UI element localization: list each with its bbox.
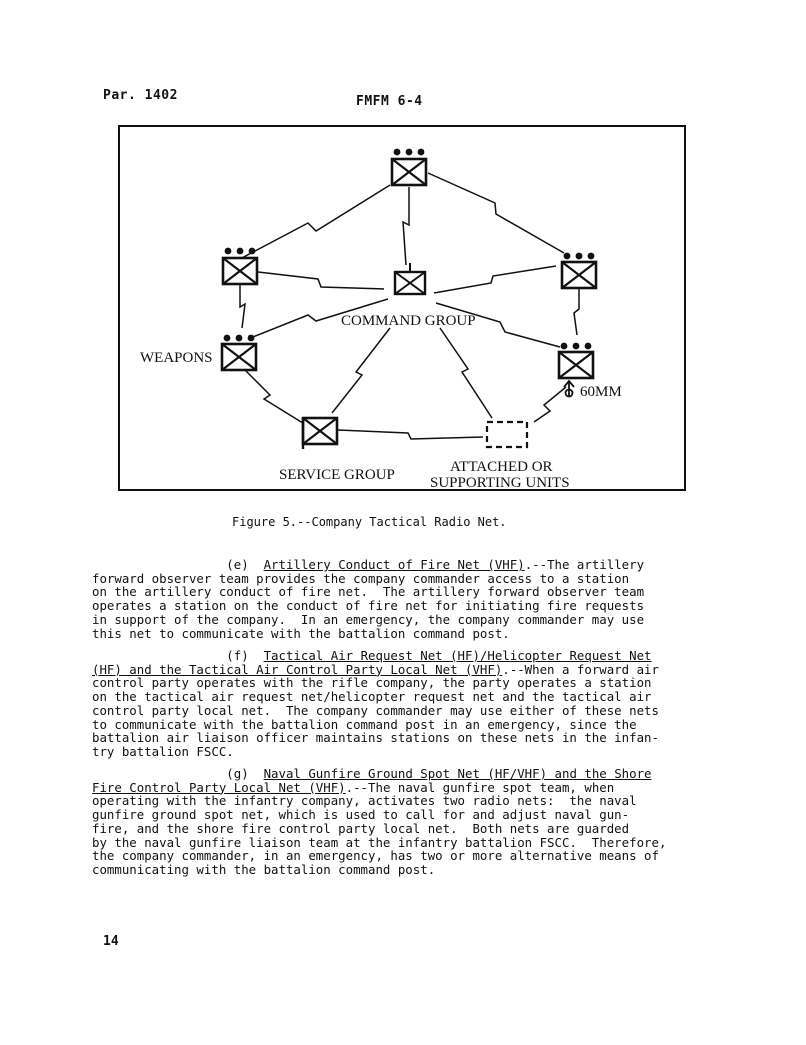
sixty-mm-symbol	[559, 352, 593, 378]
paragraph-g-line: operating with the infantry company, activates two radio nets: the naval	[92, 793, 637, 809]
paragraph-g-line: gunfire ground spot net, which is used to call for and adjust naval gun-	[92, 807, 630, 823]
manual-identifier: FMFM 6-4	[356, 94, 423, 109]
link-left-command	[258, 272, 384, 289]
paragraph-g-heading	[92, 767, 684, 781]
right-platoon-symbol	[562, 262, 596, 288]
paragraph-f-line: control party operates with the rifle company, the party operates a station	[92, 675, 652, 691]
paragraph-g-second-tail: .--The naval gunfire spot team, when	[345, 779, 615, 795]
paragraph-f-line: battalion air liaison officer maintains stations on these nets in the infan-	[92, 730, 659, 746]
attached-units-symbol	[487, 422, 527, 447]
paragraph-e-line: operates a station on the conduct of fire net for initiating fire requests	[92, 598, 645, 614]
paragraph-e-line: on the artillery conduct of fire net. The artillery forward observer team	[92, 584, 645, 600]
link-attached-60mm	[534, 387, 566, 422]
paragraph-f-line: control party local net. The company commander may use either of these nets	[92, 702, 659, 718]
weapons-symbol	[222, 344, 256, 370]
paragraph-e-title: Artillery Conduct of Fire Net (VHF)	[263, 557, 525, 572]
paragraph-g-heading-2	[92, 781, 684, 795]
radio-net-diagram	[118, 125, 686, 491]
link-weapons-service	[246, 371, 306, 425]
paragraph-g-line: by the naval gunfire liaison team at the infantry battalion FSCC. Therefore,	[92, 834, 667, 850]
left-platoon-dots	[225, 248, 256, 255]
paragraph-g-title-1: Naval Gunfire Ground Spot Net (HF/VHF) and the Shore	[263, 766, 652, 781]
paragraph-e-marker: (e)	[226, 557, 249, 572]
paragraph-f-heading-2	[92, 663, 684, 677]
sixty-mm-label: 60MM	[580, 384, 622, 400]
paragraph-e-line: this net to communicate with the battalion command post.	[92, 625, 510, 641]
left-platoon-symbol	[223, 258, 257, 284]
weapons-label: WEAPONS	[140, 350, 213, 366]
page-number: 14	[103, 934, 119, 949]
paragraph-f	[92, 649, 684, 759]
link-top-command	[403, 187, 409, 265]
paragraph-g	[92, 767, 684, 877]
attached-label-line1: ATTACHED OR	[450, 459, 553, 475]
link-top-left	[238, 185, 390, 260]
figure-caption: Figure 5.--Company Tactical Radio Net.	[232, 515, 507, 529]
radio-links	[238, 173, 579, 439]
command-group-label: COMMAND GROUP	[341, 313, 476, 329]
paragraph-f-marker: (f)	[226, 648, 249, 663]
paragraph-g-line: fire, and the shore fire control party local net. Both nets are guarded	[92, 820, 630, 836]
radio-net-figure	[118, 125, 686, 491]
paragraph-e-first-tail: .--The artillery	[524, 557, 645, 572]
company-echelon-dots	[394, 149, 425, 156]
paragraph-g-line: the company commander, in an emergency, has two or more alternative means of	[92, 848, 659, 864]
paragraph-f-second-tail: .--When a forward air	[502, 661, 659, 677]
paragraph-f-line: try battalion FSCC.	[92, 743, 234, 759]
link-left-weapons	[240, 285, 245, 328]
paragraph-e-line: forward observer team provides the company commander access to a station	[92, 570, 630, 586]
paragraph-reference: Par. 1402	[103, 88, 178, 103]
paragraph-g-line: communicating with the battalion command post.	[92, 861, 436, 877]
paragraph-f-line: on the tactical air request net/helicopter request net and the tactical air	[92, 689, 652, 705]
link-right-command	[434, 266, 556, 293]
mortar-icon	[564, 381, 574, 397]
paragraph-g-marker: (g)	[226, 766, 249, 781]
paragraph-e-heading	[92, 558, 684, 572]
attached-label-line2: SUPPORTING UNITS	[430, 475, 570, 491]
paragraph-f-heading	[92, 649, 684, 663]
paragraph-f-title-1: Tactical Air Request Net (HF)/Helicopter Request Net	[263, 648, 652, 663]
link-service-attached	[338, 430, 483, 439]
link-right-weapons	[574, 287, 579, 335]
weapons-dots	[224, 335, 255, 342]
service-group-symbol	[303, 418, 337, 449]
sixty-mm-dots	[561, 343, 592, 350]
command-group-symbol	[395, 263, 425, 294]
company-hq-symbol	[392, 159, 426, 185]
link-command-attached	[440, 328, 492, 418]
paragraph-f-line: to communicate with the battalion command post in an emergency, since the	[92, 716, 637, 732]
paragraph-e-line: in support of the company. In an emergency, the company commander may use	[92, 611, 645, 627]
link-command-service	[332, 328, 390, 413]
right-platoon-dots	[564, 253, 595, 260]
paragraph-g-title-2: Fire Control Party Local Net (VHF)	[92, 779, 346, 795]
service-group-label: SERVICE GROUP	[279, 467, 395, 483]
paragraph-f-title-2: (HF) and the Tactical Air Control Party Local Net (VHF)	[92, 661, 503, 677]
link-top-right	[428, 173, 564, 253]
paragraph-e	[92, 558, 684, 640]
